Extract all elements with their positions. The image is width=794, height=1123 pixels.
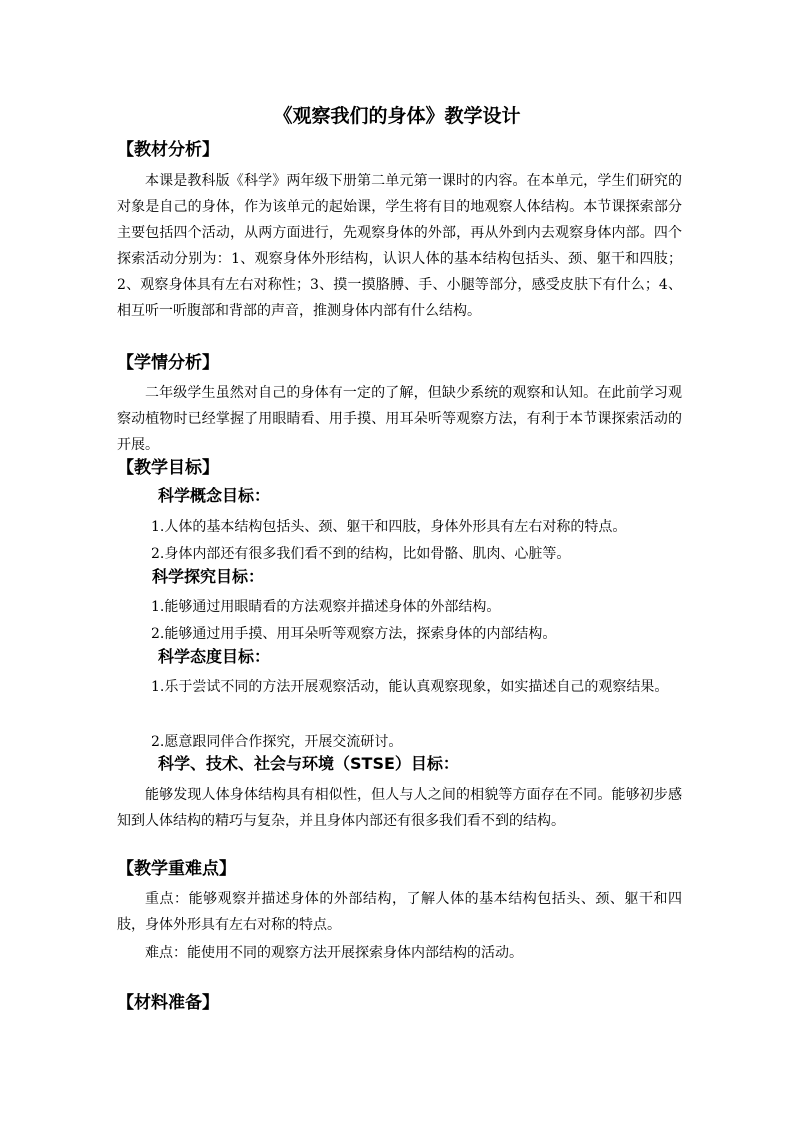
student-analysis-paragraph: 二年级学生虽然对自己的身体有一定的了解，但缺少系统的观察和认知。在此前学习观察动植物时已经掌握了用眼睛看、用手摸、用耳朵听等观察方法，有利于本节课探索活动的开展。 [117,385,682,453]
section-heading-materials: 【材料准备】 [117,993,219,1013]
attitude-objectives-heading: 科学态度目标： [158,647,271,666]
difficulty-paragraph: 难点：能使用不同的观察方法开展探索身体内部结构的活动。 [145,945,523,961]
inquiry-objective-item-1: 1.能够通过用眼睛看的方法观察并描述身体的外部结构。 [151,599,501,615]
section-heading-material-analysis: 【教材分析】 [117,140,219,160]
concept-objectives-heading: 科学概念目标： [158,486,271,505]
stse-objective-paragraph: 能够发现人体身体结构具有相似性，但人与人之间的相貌等方面存在不同。能够初步感知到人体结构的精巧与复杂，并且身体内部还有很多我们看不到的结构。 [117,787,682,829]
section-heading-key-points: 【教学重难点】 [117,859,236,879]
key-point-paragraph: 重点：能够观察并描述身体的外部结构，了解人体的基本结构包括头、颈、躯干和四肢，身体外形具有左右对称的特点。 [117,891,682,933]
document-title: 《观察我们的身体》教学设计 [273,105,521,127]
attitude-objective-item-1: 1.乐于尝试不同的方法开展观察活动，能认真观察现象，如实描述自己的观察结果。 [151,679,669,695]
concept-objective-item-1: 1.人体的基本结构包括头、颈、躯干和四肢，身体外形具有左右对称的特点。 [151,519,627,535]
material-analysis-paragraph: 本课是教科版《科学》两年级下册第二单元第一课时的内容。在本单元，学生们研究的对象是自己的身体，作为该单元的起始课，学生将有目的地观察人体结构。本节课探索部分主要包括四个活动，从两方面进行，先观察身体的外部，再从外到内去观察身体内部。四个探索活动分别为：1、观察身体外形结构，认识人体的基本结构包括头、颈、躯干和四肢；2、观察身体具有左右对称性；3、摸一摸胳膊、手、小腿等部分，感受皮肤下有什么；4、相互听一听腹部和背部的声音，推测身体内部有什么结构。 [117,173,682,319]
attitude-objective-item-2: 2.愿意跟同伴合作探究，开展交流研讨。 [151,734,403,750]
section-heading-student-analysis: 【学情分析】 [117,353,219,373]
stse-objectives-heading: 科学、技术、社会与环境（STSE）目标： [158,754,459,773]
inquiry-objective-item-2: 2.能够通过用手摸、用耳朵听等观察方法，探索身体的内部结构。 [151,626,557,642]
section-heading-objectives: 【教学目标】 [117,458,219,478]
concept-objective-item-2: 2.身体内部还有很多我们看不到的结构，比如骨骼、肌肉、心脏等。 [151,546,571,562]
inquiry-objectives-heading: 科学探究目标： [152,567,265,586]
